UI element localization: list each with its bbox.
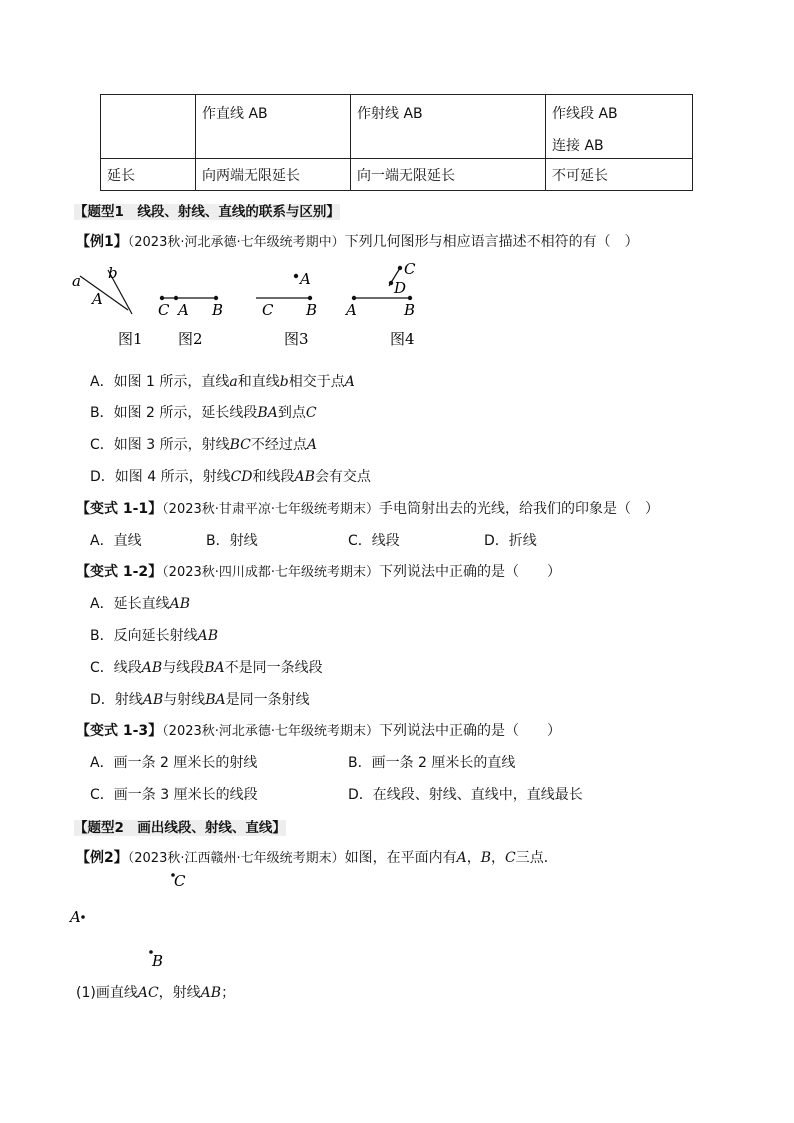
fig3-label-B: B bbox=[306, 301, 318, 319]
option-text: C．如图 3 所示，射线 bbox=[90, 437, 230, 453]
question-text: 手电筒射出去的光线，给我们的印象是（ ） bbox=[379, 501, 660, 517]
option-text: 不是同一条线段 bbox=[224, 660, 323, 676]
figure-caption: 图3 bbox=[284, 330, 309, 348]
figure-caption: 图1 bbox=[118, 330, 143, 348]
table-cell-line: 连接 AB bbox=[552, 138, 604, 154]
option-A bbox=[90, 593, 190, 613]
question-text: ， bbox=[491, 850, 506, 866]
option-A: A．画一条 2 厘米长的射线 bbox=[90, 755, 258, 771]
math-var: AB bbox=[294, 469, 315, 485]
fig4-label-D: D bbox=[394, 279, 407, 297]
option-B bbox=[90, 402, 317, 422]
point-A bbox=[81, 915, 85, 919]
option-text: C．线段 bbox=[90, 660, 142, 676]
table-cell bbox=[101, 95, 196, 159]
question-text: ， bbox=[466, 850, 481, 866]
option-text: B．反向延长射线 bbox=[90, 628, 198, 644]
table-cell-line: 作线段 AB bbox=[552, 106, 618, 122]
option-text: 不经过点 bbox=[250, 437, 307, 453]
question-label: 【变式 1-3】 bbox=[76, 723, 163, 739]
option-text: D．如图 4 所示，射线 bbox=[90, 469, 231, 485]
fig2-point-C bbox=[160, 296, 164, 300]
option-text: 到点 bbox=[277, 405, 306, 421]
option-D bbox=[90, 466, 371, 486]
question-text: 三点． bbox=[515, 850, 558, 866]
question-label: 【变式 1-1】 bbox=[76, 501, 163, 517]
comparison-table bbox=[100, 94, 693, 191]
math-var: b bbox=[279, 374, 289, 390]
section-title-text: 【题型1 线段、射线、直线的联系与区别】 bbox=[74, 204, 340, 220]
math-var: BA bbox=[205, 692, 226, 708]
sub-question-1 bbox=[76, 982, 235, 1002]
option-text: 与射线 bbox=[163, 692, 206, 708]
option-C: C．画一条 3 厘米长的线段 bbox=[90, 787, 258, 803]
option-text: D．射线 bbox=[90, 692, 143, 708]
math-var: a bbox=[229, 374, 238, 390]
table-cell: 向两端无限延长 bbox=[196, 159, 351, 191]
option-text: B．如图 2 所示，延长线段 bbox=[90, 405, 258, 421]
option-D: D．折线 bbox=[484, 533, 537, 549]
variant-1-2-question bbox=[76, 561, 561, 581]
example-1-question bbox=[76, 231, 639, 251]
fig2-label-B: B bbox=[212, 301, 224, 319]
question-text: 下列说法中正确的是（ ） bbox=[379, 723, 562, 739]
table-cell: 作射线 AB bbox=[351, 95, 546, 159]
table-row bbox=[101, 159, 693, 191]
option-text: 是同一条射线 bbox=[225, 692, 310, 708]
option-D: D．在线段、射线、直线中，直线最长 bbox=[348, 787, 583, 803]
option-B bbox=[90, 625, 218, 645]
fig2-point-A bbox=[174, 296, 178, 300]
math-var: BA bbox=[257, 405, 278, 421]
table-cell: 不可延长 bbox=[546, 159, 693, 191]
math-var: AB bbox=[197, 628, 219, 644]
fig4-label-B: B bbox=[404, 301, 416, 319]
option-B: B．画一条 2 厘米长的直线 bbox=[348, 755, 516, 771]
fig1-label-A: A bbox=[92, 290, 103, 308]
option-D bbox=[90, 689, 310, 709]
question-label: 【例2】 bbox=[76, 850, 128, 866]
option-B: B．射线 bbox=[206, 533, 258, 549]
option-A bbox=[90, 371, 355, 391]
example-2-question bbox=[76, 847, 558, 867]
math-var: AB bbox=[200, 985, 222, 1001]
math-var: BA bbox=[204, 660, 225, 676]
question-text: ，射线 bbox=[158, 985, 201, 1001]
option-text: 相交于点 bbox=[288, 374, 345, 390]
question-text: (1)画直线 bbox=[76, 985, 138, 1001]
table-header-row bbox=[101, 95, 693, 159]
math-var: BC bbox=[229, 437, 251, 453]
variant-1-3-question bbox=[76, 720, 561, 740]
question-source: （2023秋·河北承德·七年级统考期中） bbox=[127, 235, 345, 250]
math-var: B bbox=[480, 850, 492, 866]
option-A: A．直线 bbox=[90, 533, 142, 549]
section-title-text: 【题型2 画出线段、射线、直线】 bbox=[74, 820, 286, 836]
fig4-point-A bbox=[352, 296, 356, 300]
table-cell: 作直线 AB bbox=[196, 95, 351, 159]
figure-caption: 图4 bbox=[390, 330, 415, 348]
fig4-label-C: C bbox=[404, 260, 416, 278]
fig1-label-a: a bbox=[72, 272, 81, 290]
question-text: 如图，在平面内有 bbox=[344, 850, 457, 866]
table-cell bbox=[546, 95, 693, 159]
example-1-figures bbox=[60, 258, 440, 358]
fig3-point-B bbox=[308, 296, 312, 300]
math-var: C bbox=[505, 850, 516, 866]
question-source: （2023秋·甘肃平凉·七年级统考期末） bbox=[162, 502, 380, 517]
math-var: A bbox=[344, 374, 355, 390]
option-C bbox=[90, 434, 317, 454]
fig4-label-A: A bbox=[346, 301, 357, 319]
fig4-point-C bbox=[398, 266, 402, 270]
table-cell: 向一端无限延长 bbox=[351, 159, 546, 191]
option-C bbox=[90, 657, 323, 677]
question-text: 下列说法中正确的是（ ） bbox=[379, 564, 562, 580]
math-var: C bbox=[305, 405, 317, 421]
question-label: 【例1】 bbox=[76, 234, 128, 250]
math-var: AB bbox=[141, 660, 163, 676]
option-text: 和线段 bbox=[252, 469, 295, 485]
math-var: CD bbox=[230, 469, 253, 485]
fig2-point-B bbox=[214, 296, 218, 300]
math-var: A bbox=[456, 850, 467, 866]
question-text: 下列几何图形与相应语言描述不相符的有（ ） bbox=[344, 234, 639, 250]
variant-1-1-question bbox=[76, 498, 659, 518]
section-title bbox=[74, 816, 286, 836]
figure-caption: 图2 bbox=[178, 330, 203, 348]
fig4-point-B bbox=[408, 296, 412, 300]
option-C: C．线段 bbox=[348, 533, 400, 549]
option-text: A．如图 1 所示，直线 bbox=[90, 374, 230, 390]
fig2-label-C: C bbox=[158, 301, 170, 319]
fig4-point-D bbox=[389, 281, 393, 285]
option-text: 会有交点 bbox=[314, 469, 371, 485]
option-text: 与线段 bbox=[162, 660, 205, 676]
math-var: A bbox=[306, 437, 317, 453]
fig3-label-C: C bbox=[262, 301, 274, 319]
point-label-A: A bbox=[70, 908, 81, 926]
option-text: A．延长直线 bbox=[90, 596, 170, 612]
math-var: AB bbox=[142, 692, 164, 708]
section-title bbox=[74, 200, 340, 220]
point-label-C: C bbox=[174, 872, 186, 890]
math-var: AB bbox=[169, 596, 190, 612]
option-text: 和直线 bbox=[237, 374, 280, 390]
table-cell: 延长 bbox=[101, 159, 196, 191]
question-source: （2023秋·江西赣州·七年级统考期末） bbox=[127, 851, 345, 866]
fig3-label-A: A bbox=[300, 270, 311, 288]
math-var: AC bbox=[137, 985, 159, 1001]
fig1-label-b: b bbox=[108, 264, 118, 282]
fig2-label-A: A bbox=[178, 301, 189, 319]
question-text: ； bbox=[221, 985, 236, 1001]
fig3-point-A bbox=[294, 274, 298, 278]
question-source: （2023秋·河北承德·七年级统考期末） bbox=[162, 724, 380, 739]
question-label: 【变式 1-2】 bbox=[76, 564, 163, 580]
example-2-figure bbox=[66, 866, 206, 976]
point-label-B: B bbox=[152, 952, 164, 970]
question-source: （2023秋·四川成都·七年级统考期末） bbox=[162, 565, 380, 580]
